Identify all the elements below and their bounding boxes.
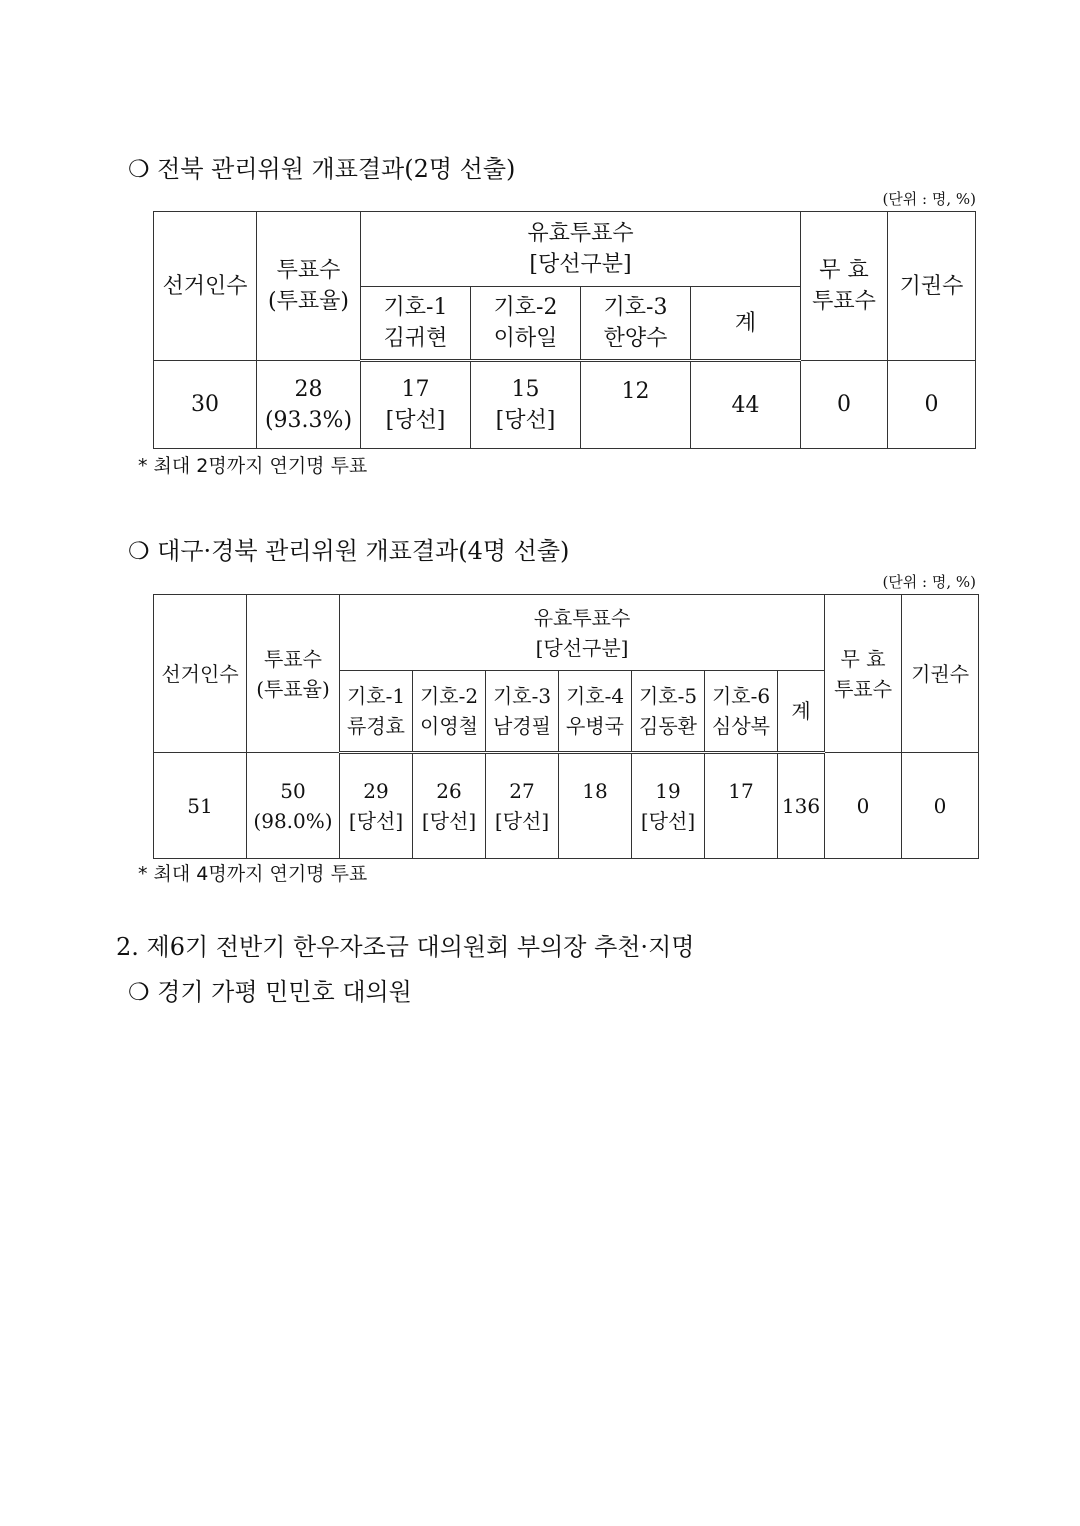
- section3-heading: 2. 제6기 전반기 한우자조금 대의원회 부의장 추천·지명: [116, 933, 695, 961]
- candidate-result: [당선]: [640, 809, 696, 833]
- candidate-no: 기호-5: [638, 684, 698, 708]
- value-total: 44: [691, 361, 801, 449]
- candidate-votes: 15: [511, 377, 540, 402]
- candidate-name: 남경필: [493, 714, 551, 738]
- section2-unit: (단위 : 명, %): [882, 573, 976, 591]
- candidate-name: 김동환: [639, 714, 697, 738]
- candidate-votes: 17: [401, 377, 430, 402]
- value-candidate: [705, 753, 778, 859]
- header-valid-label: 유효투표수: [533, 605, 631, 630]
- value-votes-count: 28: [294, 376, 323, 402]
- value-invalid: 0: [801, 361, 888, 449]
- value-votes-rate: (98.0%): [253, 808, 333, 833]
- candidate-votes: 19: [655, 779, 681, 803]
- candidate-votes: 26: [436, 779, 462, 803]
- value-total: 136: [778, 753, 825, 859]
- value-abstain: 0: [888, 361, 976, 449]
- candidate-no: 기호-2: [419, 684, 479, 708]
- candidate-result: [당선]: [385, 408, 446, 433]
- candidate-name: 심상복: [712, 714, 770, 738]
- candidate-header: [559, 671, 632, 753]
- header-valid: [340, 595, 825, 671]
- section1-table: [153, 211, 976, 449]
- value-candidate: [486, 753, 559, 859]
- value-invalid: 0: [825, 753, 902, 859]
- header-invalid: [801, 212, 888, 361]
- value-candidate: [361, 361, 471, 449]
- candidate-name: 이하일: [493, 326, 558, 351]
- value-candidate: [340, 753, 413, 859]
- header-invalid-sub: 투표수: [834, 676, 893, 701]
- value-abstain: 0: [902, 753, 979, 859]
- candidate-no: 기호-3: [603, 295, 668, 320]
- candidate-name: 이영철: [420, 714, 478, 738]
- candidate-header: [581, 287, 691, 361]
- value-electors: 30: [154, 361, 257, 449]
- candidate-no: 기호-3: [492, 684, 552, 708]
- candidate-votes: 12: [621, 379, 650, 404]
- header-votes-rate: (투표율): [268, 289, 349, 314]
- candidate-result: [당선]: [421, 809, 477, 833]
- candidate-header: [632, 671, 705, 753]
- section2-table: [153, 594, 979, 859]
- candidate-no: 기호-1: [383, 295, 448, 320]
- section2-heading: ❍ 대구·경북 관리위원 개표결과(4명 선출): [128, 537, 570, 565]
- value-votes: [247, 753, 340, 859]
- header-valid-sub: [당선구분]: [535, 635, 629, 660]
- value-candidate: [559, 753, 632, 859]
- candidate-name: 김귀현: [383, 326, 448, 351]
- value-votes-rate: (93.3%): [264, 407, 353, 433]
- header-total: 계: [778, 671, 825, 753]
- value-candidate: [581, 361, 691, 449]
- header-votes-rate: (투표율): [256, 676, 330, 701]
- section2-note: * 최대 4명까지 연기명 투표: [138, 863, 368, 885]
- candidate-votes: 29: [363, 779, 389, 803]
- candidate-no: 기호-4: [565, 684, 625, 708]
- candidate-header: [486, 671, 559, 753]
- header-votes: [257, 212, 361, 361]
- header-votes: [247, 595, 340, 753]
- header-invalid: [825, 595, 902, 753]
- value-candidate: [413, 753, 486, 859]
- section1-unit: (단위 : 명, %): [882, 190, 976, 208]
- candidate-header: [471, 287, 581, 361]
- section1-note: * 최대 2명까지 연기명 투표: [138, 455, 368, 477]
- header-valid: [361, 212, 801, 287]
- value-candidate: [471, 361, 581, 449]
- candidate-result: [당선]: [494, 809, 550, 833]
- value-votes-count: 50: [280, 778, 306, 803]
- candidate-votes: 17: [728, 779, 754, 803]
- header-electors: 선거인수: [154, 212, 257, 361]
- candidate-no: 기호-6: [711, 684, 771, 708]
- header-invalid-label: 무 효: [819, 258, 869, 283]
- candidate-name: 한양수: [603, 326, 668, 351]
- header-valid-label: 유효투표수: [527, 221, 634, 246]
- candidate-name: 류경효: [347, 714, 405, 738]
- candidate-header: [413, 671, 486, 753]
- candidate-no: 기호-2: [493, 295, 558, 320]
- header-valid-sub: [당선구분]: [529, 252, 632, 277]
- value-votes: [257, 361, 361, 449]
- header-votes-label: 투표수: [264, 646, 322, 671]
- candidate-votes: 18: [582, 779, 608, 803]
- header-invalid-sub: 투표수: [812, 289, 876, 314]
- header-votes-label: 투표수: [276, 258, 341, 283]
- value-electors: 51: [154, 753, 247, 859]
- candidate-result: [당선]: [495, 408, 556, 433]
- header-invalid-label: 무 효: [840, 646, 886, 671]
- candidate-header: [705, 671, 778, 753]
- candidate-name: 우병국: [566, 714, 624, 738]
- header-electors: 선거인수: [154, 595, 247, 753]
- section1-heading: ❍ 전북 관리위원 개표결과(2명 선출): [128, 155, 516, 183]
- candidate-no: 기호-1: [346, 684, 406, 708]
- header-total: 계: [691, 287, 801, 361]
- section3-sub: ❍ 경기 가평 민민호 대의원: [128, 978, 412, 1006]
- candidate-header: [361, 287, 471, 361]
- candidate-result: [당선]: [348, 809, 404, 833]
- header-abstain: 기권수: [888, 212, 976, 361]
- candidate-header: [340, 671, 413, 753]
- value-candidate: [632, 753, 705, 859]
- header-abstain: 기권수: [902, 595, 979, 753]
- candidate-votes: 27: [509, 779, 535, 803]
